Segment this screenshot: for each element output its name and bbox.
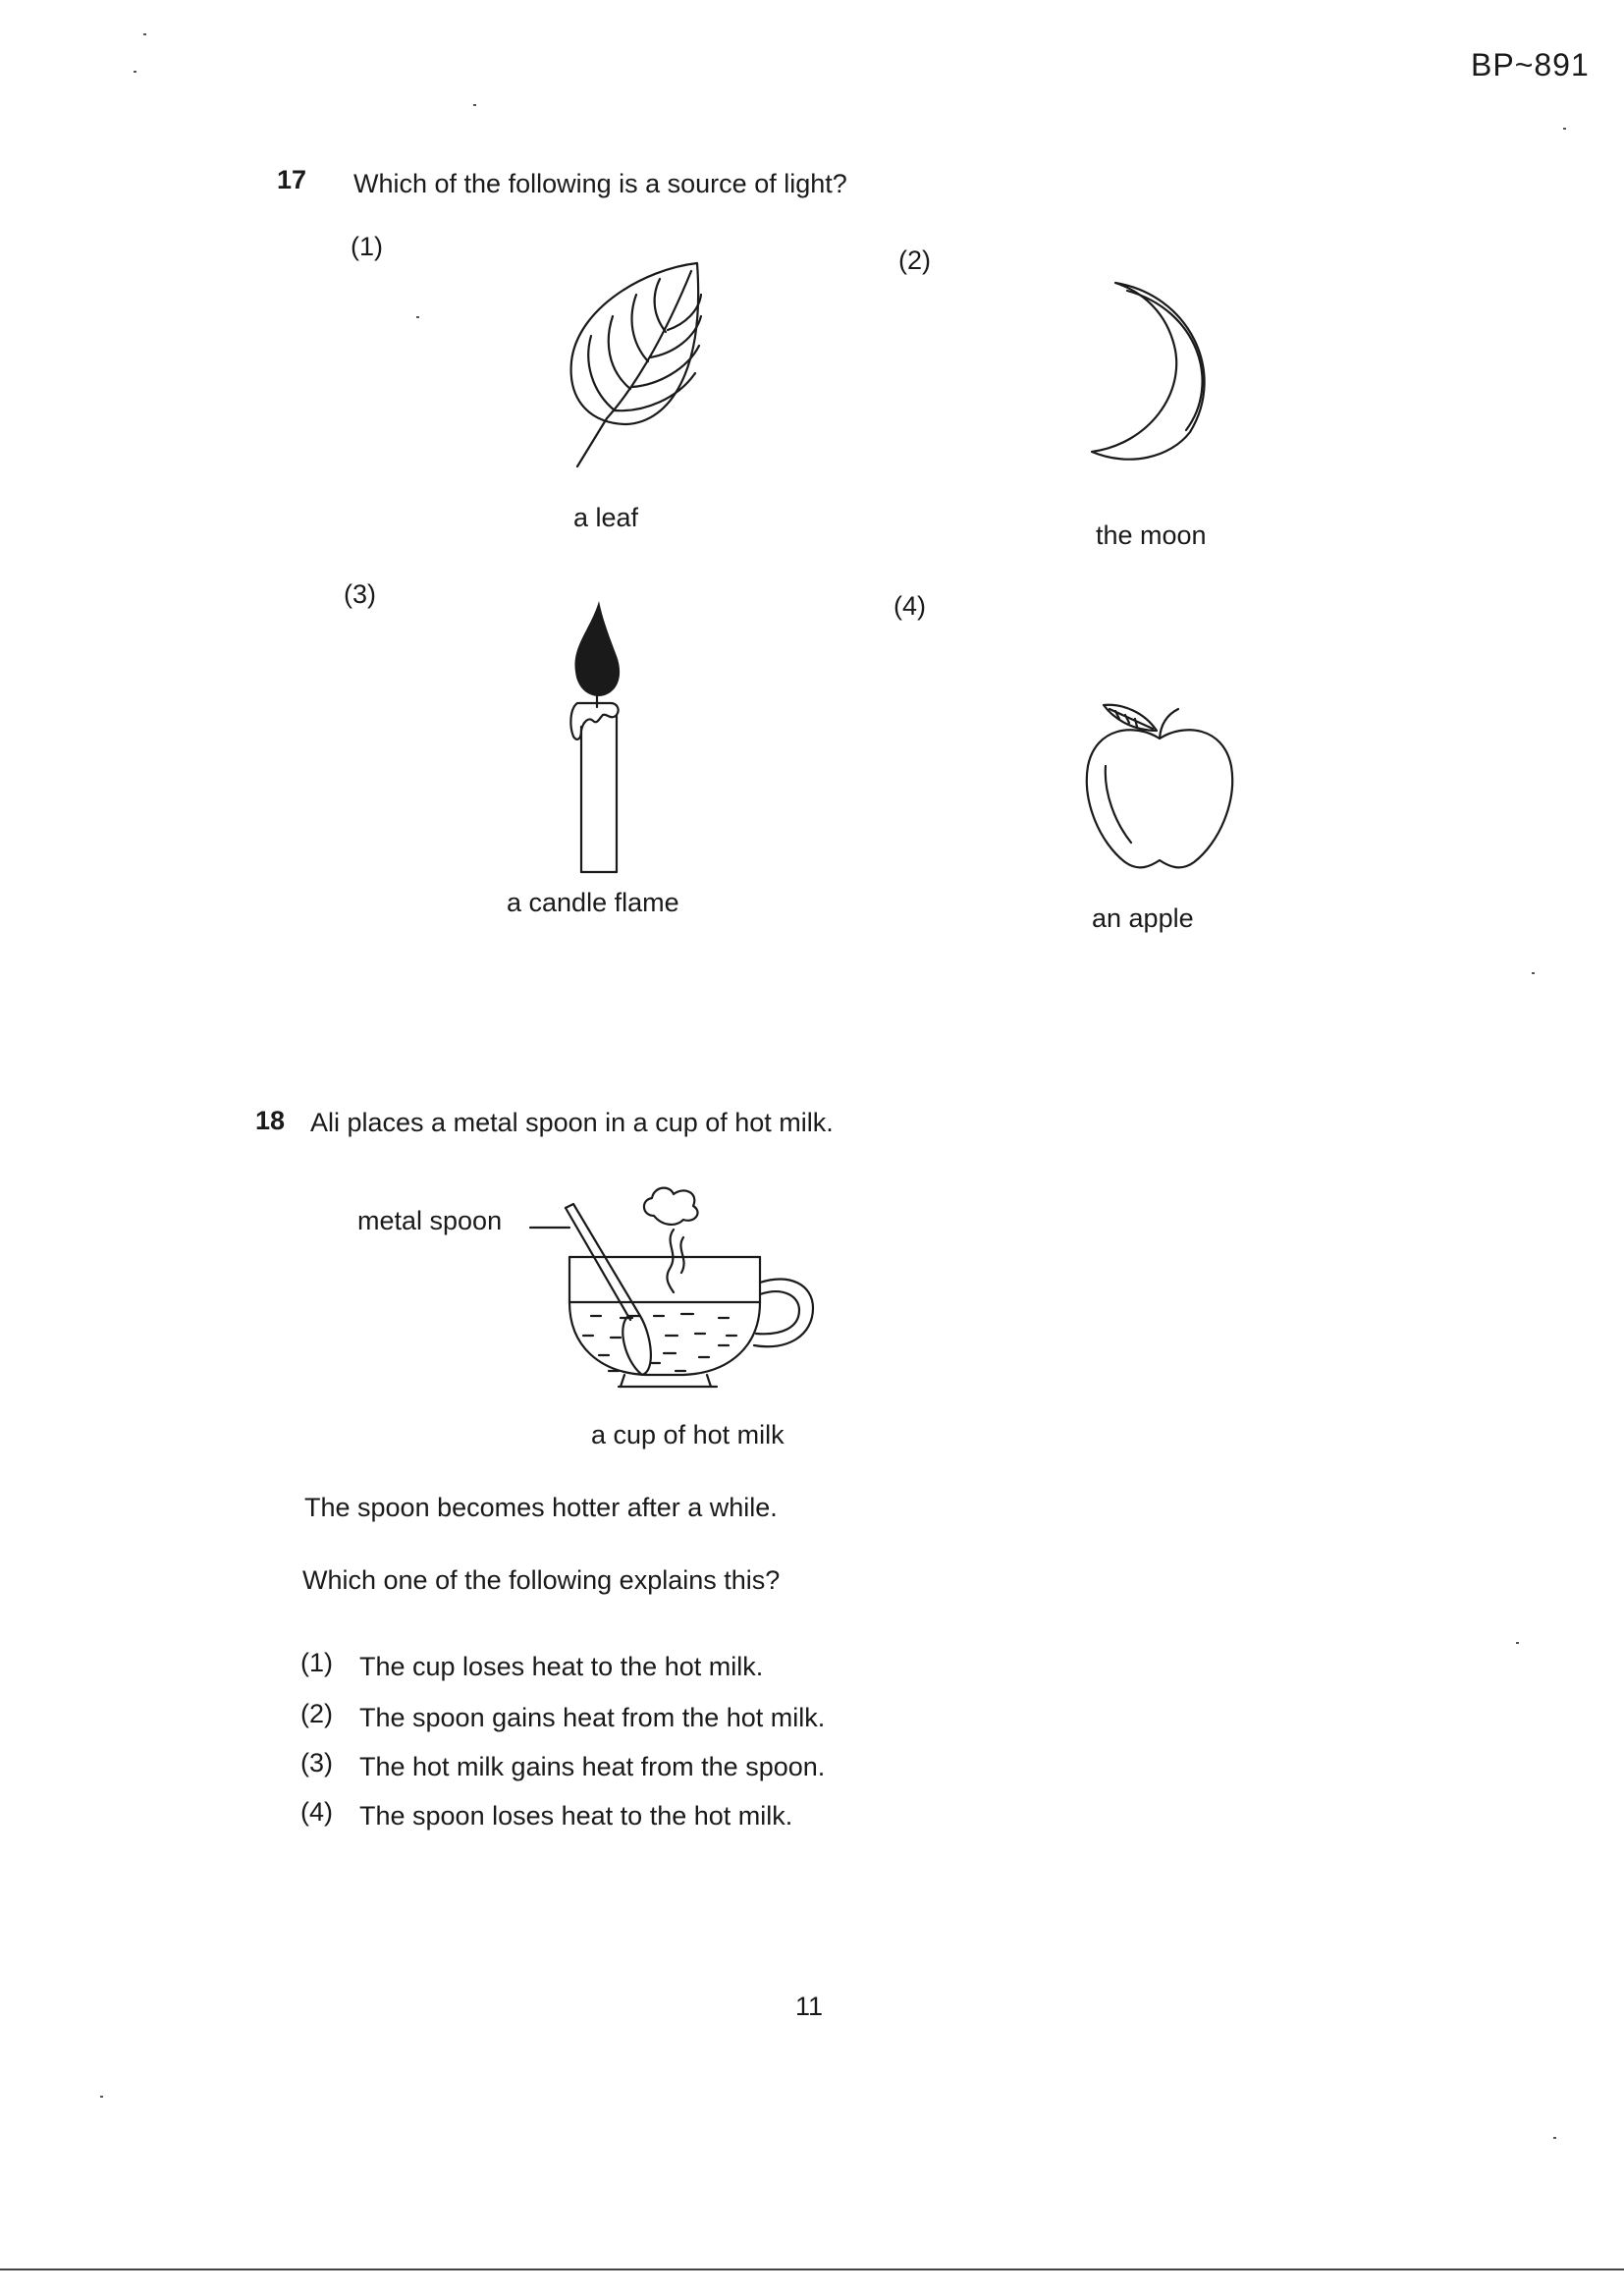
apple-icon (1076, 695, 1243, 882)
page-number: 11 (795, 1992, 824, 2021)
q18-option-1-text: The cup loses heat to the hot milk. (359, 1652, 764, 1681)
q18-option-1-number: (1) (300, 1648, 333, 1677)
cup-of-hot-milk-label: a cup of hot milk (591, 1420, 785, 1449)
scan-speck (1532, 972, 1535, 974)
q17-option-2-label: the moon (1096, 520, 1207, 550)
scan-speck (416, 316, 419, 318)
question-18-number: 18 (255, 1106, 286, 1135)
q17-option-1-number[interactable]: (1) (351, 232, 383, 261)
q18-option-2-text: The spoon gains heat from the hot milk. (359, 1703, 826, 1732)
moon-icon (1080, 275, 1227, 471)
question-17-text: Which of the following is a source of light? (353, 169, 847, 198)
scan-speck (143, 33, 146, 35)
question-18-prompt: Which one of the following explains this? (302, 1565, 781, 1595)
question-17-number: 17 (277, 165, 307, 194)
scan-speck (1553, 2137, 1556, 2139)
q17-option-3-number[interactable]: (3) (344, 579, 376, 609)
q18-option-3-text: The hot milk gains heat from the spoon. (359, 1752, 826, 1781)
page-bottom-rule (0, 2269, 1624, 2270)
paper-code: BP~891 (1471, 47, 1590, 82)
scan-speck (1563, 128, 1566, 130)
scan-speck (100, 2096, 103, 2098)
question-18-statement: The spoon becomes hotter after a while. (304, 1493, 778, 1522)
scan-speck (473, 104, 476, 106)
q18-option-4-text: The spoon loses heat to the hot milk. (359, 1801, 793, 1831)
q18-option-2-number: (2) (300, 1699, 333, 1728)
cup-with-spoon-diagram (526, 1178, 831, 1404)
candle-icon (560, 599, 638, 879)
scan-speck (134, 71, 136, 73)
question-18-text: Ali places a metal spoon in a cup of hot milk. (310, 1108, 834, 1137)
q17-option-2-number[interactable]: (2) (898, 246, 931, 275)
q17-option-1-label: a leaf (573, 503, 639, 532)
q17-option-4-number[interactable]: (4) (893, 591, 926, 621)
metal-spoon-label: metal spoon (357, 1206, 503, 1235)
leaf-icon (550, 255, 717, 476)
q17-option-3-label: a candle flame (507, 888, 679, 917)
q17-option-4-label: an apple (1092, 903, 1194, 933)
q18-option-4-number: (4) (300, 1797, 333, 1827)
q18-option-3-number: (3) (300, 1748, 333, 1777)
scan-speck (1516, 1642, 1519, 1644)
